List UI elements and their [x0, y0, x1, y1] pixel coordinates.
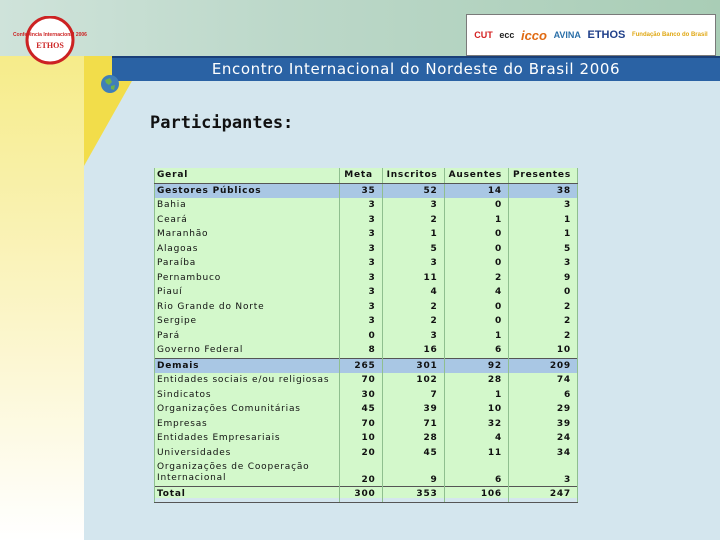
cell-inscritos: 102	[382, 373, 444, 388]
cell-ausentes: 11	[444, 446, 508, 461]
cell-name: Universidades	[155, 446, 340, 461]
cell-name: Governo Federal	[155, 343, 340, 358]
cell-meta: 35	[340, 183, 382, 198]
cell-meta: 3	[340, 227, 382, 242]
cell-inscritos: 9	[382, 460, 444, 487]
cell-meta: 20	[340, 460, 382, 487]
cell-ausentes: 10	[444, 402, 508, 417]
cell-name: Pernambuco	[155, 271, 340, 286]
cell-inscritos: 1	[382, 227, 444, 242]
partner-logo-cut: CUT	[474, 30, 493, 40]
cell-ausentes: 92	[444, 358, 508, 373]
participants-table	[154, 168, 578, 498]
table-row	[155, 343, 578, 358]
cell-inscritos: 11	[382, 271, 444, 286]
cell-presentes: 74	[509, 373, 578, 388]
table-row	[155, 213, 578, 228]
cell-name: Total	[155, 487, 340, 503]
cell-inscritos: 2	[382, 300, 444, 315]
cell-meta: 20	[340, 446, 382, 461]
table-row	[155, 402, 578, 417]
cell-presentes: 29	[509, 402, 578, 417]
cell-inscritos: 353	[382, 487, 444, 503]
cell-presentes: 9	[509, 271, 578, 286]
section-title: Participantes:	[150, 113, 294, 133]
cell-presentes: 2	[509, 329, 578, 344]
cell-name: Maranhão	[155, 227, 340, 242]
cell-name: Pará	[155, 329, 340, 344]
col-header-presentes: Presentes	[509, 168, 578, 183]
cell-presentes: 1	[509, 227, 578, 242]
cell-meta: 3	[340, 300, 382, 315]
cell-inscritos: 3	[382, 329, 444, 344]
partner-logo-fbb: Fundação Banco do Brasil	[631, 32, 708, 38]
table-row	[155, 460, 578, 487]
cell-ausentes: 0	[444, 300, 508, 315]
globe-icon	[100, 74, 120, 94]
cell-meta: 45	[340, 402, 382, 417]
table-row	[155, 431, 578, 446]
cell-inscritos: 28	[382, 431, 444, 446]
cell-presentes: 1	[509, 213, 578, 228]
partner-logo-ethos: ETHOS	[587, 29, 626, 41]
cell-name: Rio Grande do Norte	[155, 300, 340, 315]
cell-name: Alagoas	[155, 242, 340, 257]
cell-presentes: 2	[509, 314, 578, 329]
cell-name: Demais	[155, 358, 340, 373]
cell-inscritos: 45	[382, 446, 444, 461]
table-total-row	[155, 487, 578, 503]
cell-ausentes: 6	[444, 343, 508, 358]
cell-presentes: 6	[509, 388, 578, 403]
cell-name: Empresas	[155, 417, 340, 432]
cell-name: Entidades Empresariais	[155, 431, 340, 446]
conference-logo	[10, 16, 94, 66]
cell-inscritos: 16	[382, 343, 444, 358]
cell-meta: 3	[340, 314, 382, 329]
cell-name: Bahia	[155, 198, 340, 213]
table-row	[155, 373, 578, 388]
cell-meta: 70	[340, 373, 382, 388]
cell-presentes: 38	[509, 183, 578, 198]
cell-meta: 3	[340, 285, 382, 300]
cell-inscritos: 39	[382, 402, 444, 417]
table-row	[155, 242, 578, 257]
table-row	[155, 271, 578, 286]
cell-meta: 3	[340, 242, 382, 257]
cell-inscritos: 4	[382, 285, 444, 300]
col-header-geral: Geral	[155, 168, 340, 183]
cell-ausentes: 4	[444, 285, 508, 300]
partner-logo-ecc: ecc	[499, 30, 515, 40]
cell-ausentes: 0	[444, 256, 508, 271]
cell-presentes: 2	[509, 300, 578, 315]
col-header-ausentes: Ausentes	[444, 168, 508, 183]
cell-presentes: 0	[509, 285, 578, 300]
cell-inscritos: 7	[382, 388, 444, 403]
cell-ausentes: 6	[444, 460, 508, 487]
cell-ausentes: 1	[444, 388, 508, 403]
col-header-inscritos: Inscritos	[382, 168, 444, 183]
cell-presentes: 39	[509, 417, 578, 432]
cell-presentes: 24	[509, 431, 578, 446]
cell-ausentes: 32	[444, 417, 508, 432]
cell-ausentes: 14	[444, 183, 508, 198]
table-header-row	[155, 168, 578, 183]
cell-ausentes: 1	[444, 213, 508, 228]
cell-name: Entidades sociais e/ou religiosas	[155, 373, 340, 388]
table-row	[155, 446, 578, 461]
partner-logo-icco: icco	[520, 27, 547, 43]
cell-meta: 30	[340, 388, 382, 403]
cell-ausentes: 1	[444, 329, 508, 344]
conference-logo-text: Conferência Internacional 2006	[13, 32, 87, 38]
cell-inscritos: 71	[382, 417, 444, 432]
cell-ausentes: 0	[444, 227, 508, 242]
cell-presentes: 3	[509, 460, 578, 487]
conference-logo-ethos: ETHOS	[36, 41, 64, 50]
cell-meta: 3	[340, 256, 382, 271]
cell-name: Piauí	[155, 285, 340, 300]
cell-meta: 8	[340, 343, 382, 358]
cell-inscritos: 2	[382, 314, 444, 329]
table-row	[155, 388, 578, 403]
cell-meta: 3	[340, 271, 382, 286]
col-header-meta: Meta	[340, 168, 382, 183]
cell-name: Sindicatos	[155, 388, 340, 403]
cell-meta: 265	[340, 358, 382, 373]
cell-inscritos: 2	[382, 213, 444, 228]
cell-presentes: 209	[509, 358, 578, 373]
cell-presentes: 247	[509, 487, 578, 503]
cell-ausentes: 4	[444, 431, 508, 446]
cell-name: Ceará	[155, 213, 340, 228]
table-row	[155, 256, 578, 271]
page-title: Encontro Internacional do Nordeste do Brasil 2006	[112, 56, 720, 81]
cell-meta: 300	[340, 487, 382, 503]
cell-meta: 3	[340, 198, 382, 213]
cell-meta: 3	[340, 213, 382, 228]
cell-ausentes: 2	[444, 271, 508, 286]
table-row	[155, 227, 578, 242]
cell-inscritos: 3	[382, 256, 444, 271]
table-row	[155, 198, 578, 213]
cell-presentes: 3	[509, 256, 578, 271]
cell-ausentes: 28	[444, 373, 508, 388]
cell-inscritos: 301	[382, 358, 444, 373]
cell-ausentes: 0	[444, 198, 508, 213]
cell-inscritos: 3	[382, 198, 444, 213]
partner-logos	[466, 14, 716, 56]
table-row	[155, 417, 578, 432]
cell-inscritos: 5	[382, 242, 444, 257]
cell-ausentes: 106	[444, 487, 508, 503]
table-group-row	[155, 358, 578, 373]
table-row	[155, 285, 578, 300]
cell-name: Sergipe	[155, 314, 340, 329]
cell-name: Paraíba	[155, 256, 340, 271]
cell-presentes: 3	[509, 198, 578, 213]
cell-presentes: 34	[509, 446, 578, 461]
cell-name: Organizações de Cooperação Internacional	[155, 460, 340, 487]
cell-presentes: 5	[509, 242, 578, 257]
cell-name: Organizações Comunitárias	[155, 402, 340, 417]
table-group-row	[155, 183, 578, 198]
cell-meta: 70	[340, 417, 382, 432]
cell-inscritos: 52	[382, 183, 444, 198]
table-row	[155, 314, 578, 329]
left-decor-strip	[0, 56, 84, 540]
cell-ausentes: 0	[444, 242, 508, 257]
cell-name: Gestores Públicos	[155, 183, 340, 198]
cell-ausentes: 0	[444, 314, 508, 329]
cell-presentes: 10	[509, 343, 578, 358]
partner-logo-avina: AVINA	[553, 30, 581, 40]
table-row	[155, 300, 578, 315]
cell-meta: 10	[340, 431, 382, 446]
table-row	[155, 329, 578, 344]
cell-meta: 0	[340, 329, 382, 344]
